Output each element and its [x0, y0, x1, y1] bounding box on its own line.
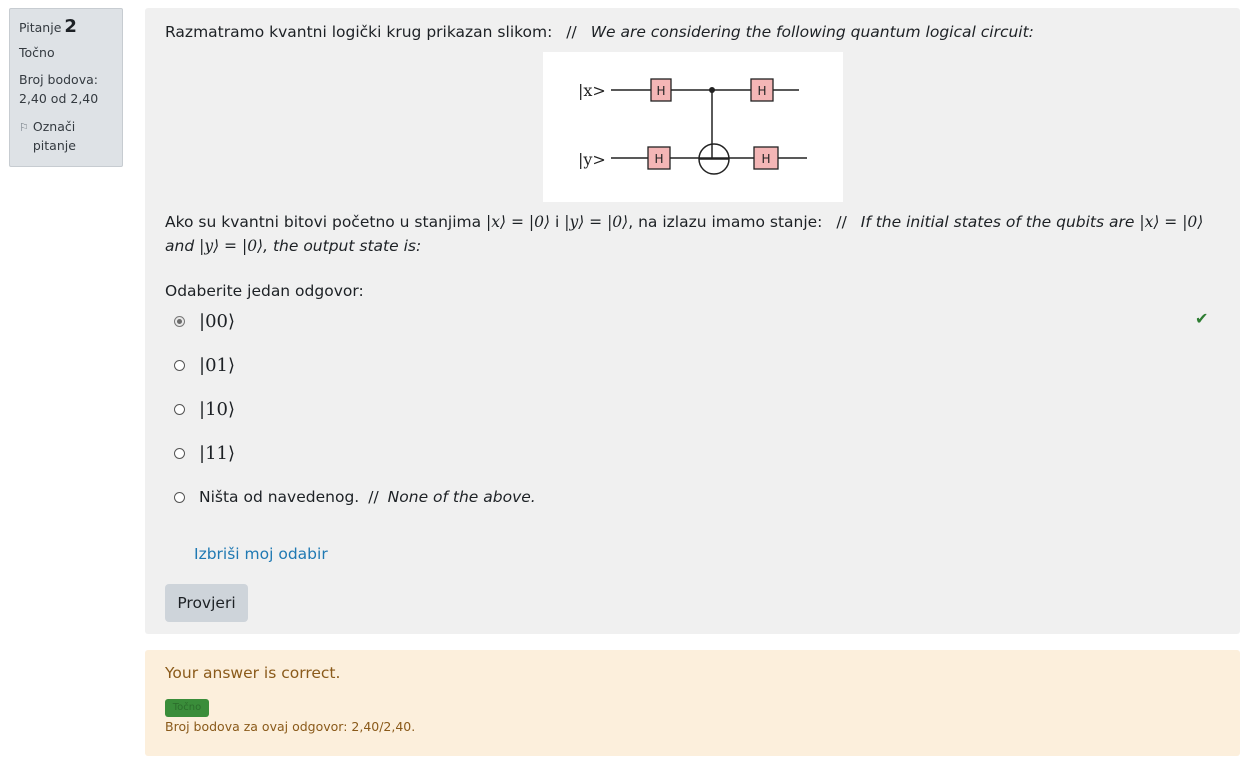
flag-question-toggle[interactable]	[19, 117, 113, 155]
question-grade	[19, 70, 113, 108]
answer-label: |00⟩	[199, 310, 235, 332]
answer-label-hr: Ništa od navedenog.	[199, 488, 360, 506]
feedback-text: Your answer is correct.	[165, 664, 341, 682]
answer-option-11[interactable]	[165, 439, 1225, 467]
mark-summary: Broj bodova za ovaj odgovor: 2,40/2,40.	[165, 719, 416, 734]
hadamard-gate-x1	[651, 79, 671, 101]
answer-radio[interactable]	[174, 448, 185, 459]
flag-label: Označi pitanje	[32, 119, 76, 153]
answer-label: |01⟩	[199, 354, 235, 376]
answer-radio[interactable]	[174, 404, 185, 415]
question-separator: //	[566, 23, 577, 41]
answer-label-en: None of the above.	[387, 488, 536, 506]
answer-radio[interactable]	[174, 360, 185, 371]
question-info-panel	[9, 8, 123, 167]
svg-text:H: H	[654, 152, 664, 166]
svg-text:H: H	[761, 152, 771, 166]
clear-choice-link[interactable]: Izbriši moj odabir	[194, 545, 328, 563]
flag-icon: ⚐	[19, 121, 29, 134]
answer-option-none[interactable]: Ništa od navedenog. // None of the above.	[165, 483, 1225, 511]
answer-radio[interactable]	[174, 316, 185, 327]
outcome-panel	[145, 650, 1240, 756]
question-label: Pitanje	[19, 20, 62, 35]
hadamard-gate-x2	[751, 79, 773, 101]
answer-option-00[interactable]	[165, 307, 1225, 335]
answer-option-01[interactable]	[165, 351, 1225, 379]
circuit-input-x: |x>	[578, 81, 606, 100]
hadamard-gate-y2	[754, 147, 778, 169]
quantum-circuit-diagram	[543, 52, 843, 202]
answer-radio[interactable]	[174, 492, 185, 503]
answer-option-10[interactable]	[165, 395, 1225, 423]
grade-label: Broj bodova:	[19, 72, 98, 87]
question-number-value: 2	[64, 16, 77, 37]
question-content	[145, 8, 1240, 634]
question-text	[165, 20, 1225, 44]
svg-text:H: H	[757, 84, 767, 98]
question-text-en: We are considering the following quantum logical circuit:	[590, 23, 1034, 41]
check-button[interactable]: Provjeri	[165, 584, 248, 622]
question-number	[19, 17, 113, 37]
question-text-hr: Razmatramo kvantni logički krug prikazan slikom:	[165, 23, 553, 41]
question-state: Točno	[19, 45, 55, 60]
answer-prompt: Odaberite jedan odgovor:	[165, 282, 364, 300]
ket-y-state: |y⟩ = |0⟩	[564, 213, 629, 231]
ket-x-state: |x⟩ = |0⟩	[486, 213, 551, 231]
answer-label: |10⟩	[199, 398, 235, 420]
checkmark-icon: ✔	[1195, 309, 1209, 328]
grade-value: 2,40 od 2,40	[19, 91, 99, 106]
answer-label: |11⟩	[199, 442, 235, 464]
correct-badge: Točno	[165, 699, 209, 717]
svg-text:H: H	[656, 84, 666, 98]
hadamard-gate-y1	[648, 147, 670, 169]
circuit-input-y: |y>	[578, 150, 606, 169]
question-text-2: Ako su kvantni bitovi početno u stanjima |x⟩ = |0⟩ i |y⟩ = |0⟩, na izlazu imamo stanje: // If the initial states of the qubits are |x⟩ = |0⟩ and |y⟩ = |0⟩, the output state is:	[165, 213, 1204, 255]
